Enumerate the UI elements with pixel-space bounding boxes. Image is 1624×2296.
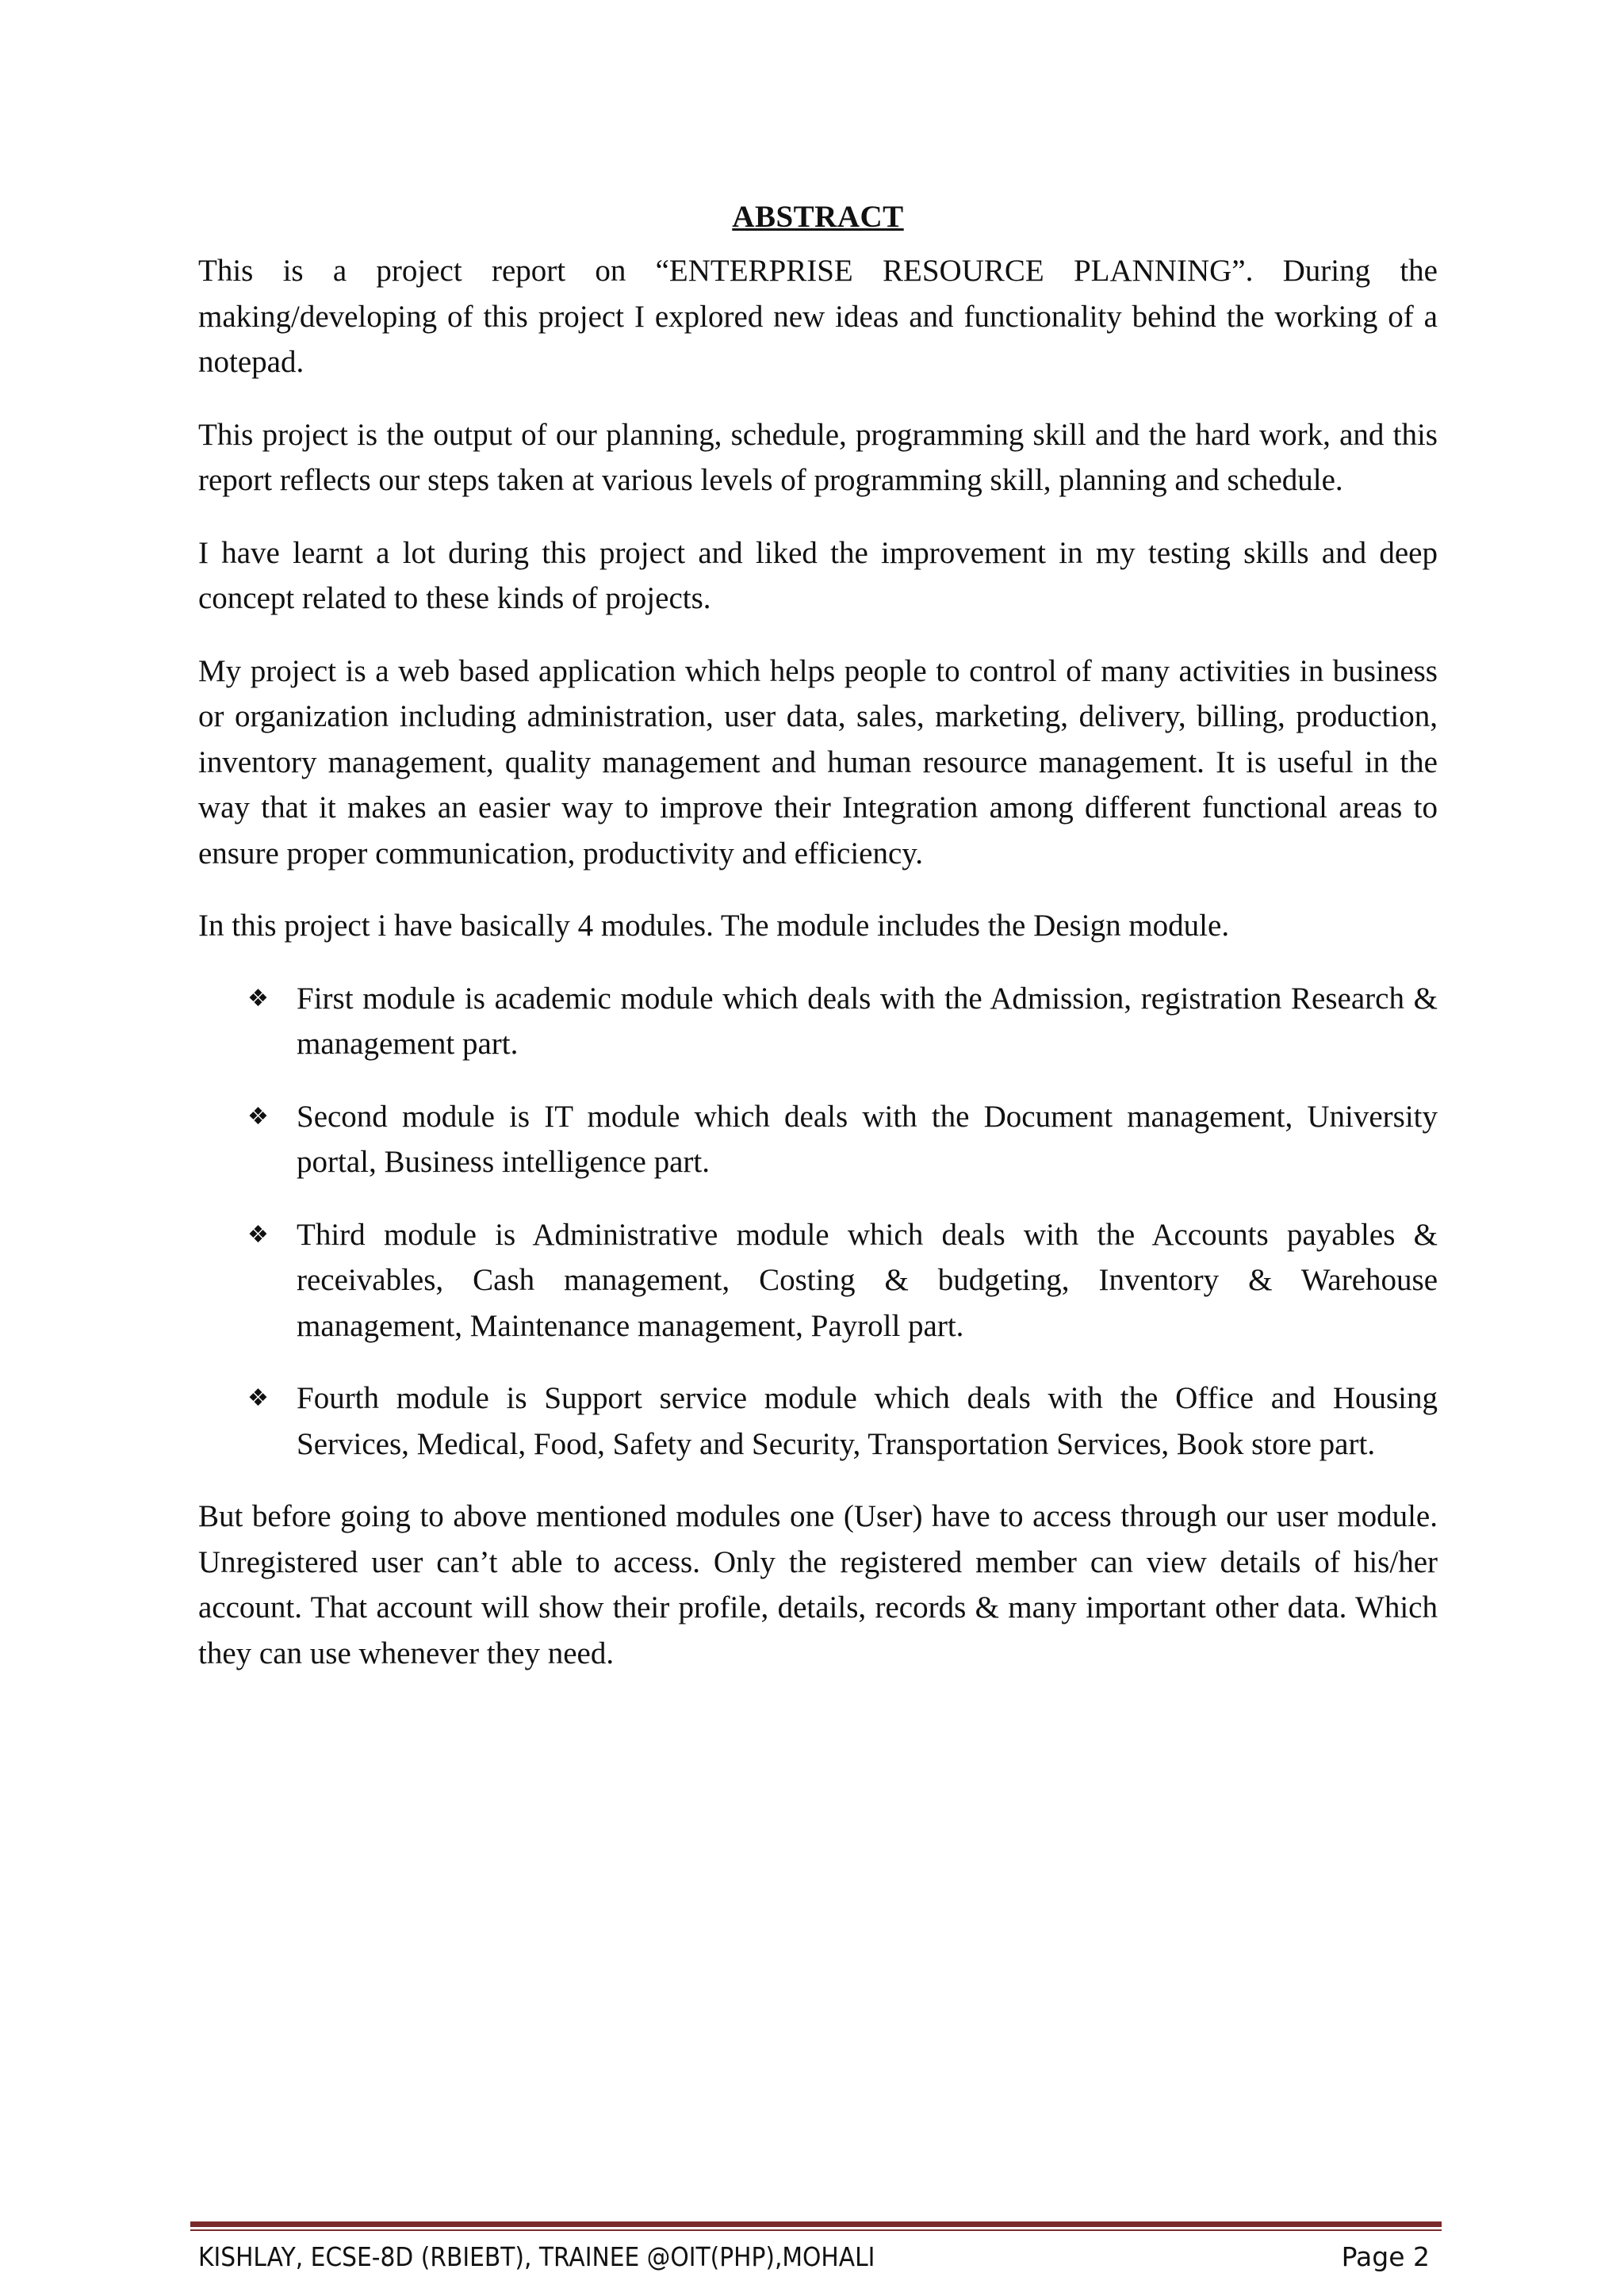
footer-rule-thin — [190, 2229, 1442, 2231]
list-item — [198, 1212, 1438, 1349]
list-item — [198, 1376, 1438, 1467]
paragraph-intro: This is a project report on “ENTERPRISE RESOURCE PLANNING”. During the making/developing of this project I explored new ideas and functionality behind the working of a notepad. — [198, 254, 1438, 379]
footer-rule-thick — [190, 2221, 1442, 2227]
page-title: ABSTRACT — [732, 200, 904, 234]
paragraph-description: My project is a web based application which helps people to control of many activities in business or organization including administration, user data, sales, marketing, delivery, billing, production, inventory management, quality management and human resource management. It is useful in the way that it makes an easier way to improve their Integration among different functional areas to ensure proper communication, productivity and efficiency. — [198, 653, 1438, 871]
module-text: First module is academic module which deals with the Admission, registration Research & management part. — [297, 981, 1438, 1061]
diamond-bullet-icon: ❖ — [247, 1102, 269, 1131]
paragraph-modules-intro: In this project i have basically 4 modules. The module includes the Design module. — [198, 909, 1230, 943]
diamond-bullet-icon: ❖ — [247, 1220, 269, 1249]
list-item — [198, 976, 1438, 1067]
footer-author-line: KISHLAY, ECSE-8D (RBIEBT), TRAINEE @OIT(PHP),MOHALI — [198, 2241, 875, 2272]
list-item — [198, 1094, 1438, 1185]
module-text: Third module is Administrative module which deals with the Accounts payables & receivables, Cash management, Costing & budgeting, Inventory & Warehouse management, Maintenance management, Payroll part. — [297, 1217, 1438, 1343]
module-text: Second module is IT module which deals with the Document management, University portal, Business intelligence part. — [297, 1099, 1438, 1179]
diamond-bullet-icon: ❖ — [247, 984, 269, 1012]
paragraph-closing: But before going to above mentioned modules one (User) have to access through our user module. Unregistered user can’t able to access. Only the registered member can view details of his/her account. That account will show their profile, details, records & many important other data. Which they can use whenever they need. — [198, 1499, 1438, 1670]
page-content — [198, 194, 1438, 1703]
module-text: Fourth module is Support service module which deals with the Office and Housing Services, Medical, Food, Safety and Security, Transportation Services, Book store part. — [297, 1381, 1438, 1461]
diamond-bullet-icon: ❖ — [247, 1384, 269, 1412]
paragraph-output: This project is the output of our planning, schedule, programming skill and the hard work, and this report reflects our steps taken at various levels of programming skill, planning and schedule. — [198, 417, 1438, 497]
page-number: Page 2 — [1341, 2241, 1430, 2272]
module-list — [198, 976, 1438, 1468]
paragraph-learning: I have learnt a lot during this project and liked the improvement in my testing skills and deep concept related to these kinds of projects. — [198, 535, 1438, 615]
